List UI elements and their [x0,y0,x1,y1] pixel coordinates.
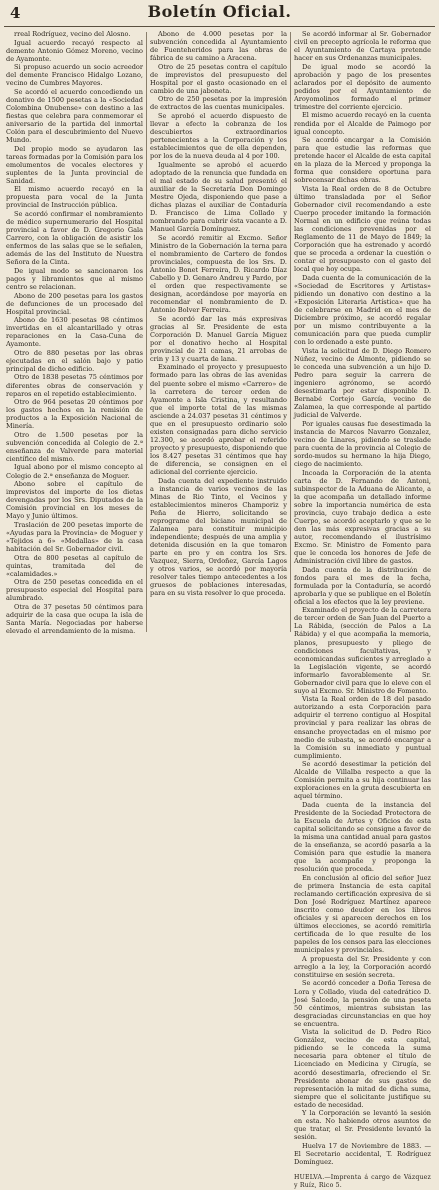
paragraph: Si propuso acuerdo un socio acreedor del demente Francisco Hidalgo Lozano, vecino de Cumbres Mayores. [6,63,143,88]
paragraph: En conclusión al oficio del señor Juez de primera Instancia de esta capital reclamando certificación expresiva de si Don José Rodríguez Martínez aparece inscrito como deudor en los libros oficiales y si aparecen derechos en los últimos elecciones, se acordó remitirla certificada de lo que resulte de los papeles de los censos para las elecciones municipales y provinciales. [294,873,431,955]
paragraph: Dada cuenta de la comunicación de la «Sociedad de Escritores y Artistas» pidiendo un donativo con destino a la «Exposición Literaria Artística» que ha de celebrarse en Madrid en el mes de Diciembre próximo, se acordó regalar por un mismo contribuyente a la comunicación para que pueda cumplir con lo ordenado a este punto. [294,273,431,347]
paragraph: Examinado el proyecto de la carretera de tercer orden de San Juan del Puerto a La Rábida, (sección de Palos a La Rábida) y el que acompaña la memoria, planos, presupuesto y pliego de condiciones facultativas, y economicandas suficientes y arreglado a la Legislación vigente, se acordó informarlo favorablemente al Sr. Gobernador civil para que lo eleve con el suyo al Excmo. Sr. Ministro de Fomento. [294,606,431,695]
paragraph: Vista la solicitud de D. Pedro Rico González, vecino de esta capital, pidiendo se le conceda la suma necesaria para obtener el título de Licenciado en Medicina y Cirugía, se acordó desestimarla, ofreciendo el Sr. Presidente abonar de sus gastos de representación la mitad de dicha suma, siempre que el solicitante justifique su estado de necesidad. [294,1028,431,1109]
page-number: 4 [10,4,21,22]
paragraph: Del propio modo se ayudaron las tareas formadas por la Comisión para los emolumentos de vocales electores y suplentes de la Junta provincial de Sanidad. [6,144,143,185]
paragraph: Dada cuenta del expediente instruido a instancia de varios vecinos de las Minas de Rio Tinto, el Vecinos y establecimientos mineros Champoriz y Peña de Hierro, solicitando se reprograme del biciano municipal de Zalamea para constituir municipio independiente; después de una amplia y detenida discusión en la que tomaron parte en pro y en contra los Srs. Vazquez, Sierra, Ordoñez, García Lagos y otros varios, se acordó por mayoría resolver tales tiempo antecedentes a los gruesos de poblaciones interesadas, para en su vista resolver lo que proceda. [150,476,287,598]
paragraph: Otro de 1.500 pesetas por la subvención concedida al Colegio de 2.ª enseñanza de Valverde para material científico del mismo. [6,430,143,463]
column-2 [150,30,287,634]
paragraph: Otro de 880 pesetas por las obras ejecutadas en el salón bajo y patio principal de dicho edificio. [6,348,143,373]
paragraph: Abono de 4.000 pesetas por la subvención concedida al Ayuntamiento de Fuenteheridos para las obras de fábrica de su camino a Aracena. [150,30,287,63]
paragraph: Otro de 1838 pesetas 75 céntimos por diferentes obras de conservación y reparos en el repetido establecimiento. [6,373,143,398]
paragraph: Abono sobre el capítulo de imprevistos del importe de los dietas devengadas por los Srs. Diputados de la Comisión provincial en los meses de Mayo y Junio últimos. [6,480,143,521]
paragraph: Por iguales causas fue desestimada la instancia de Marcos Navarro Gonzalez, vecino de Linares, pidiendo se traslade para cuenta de la provincia al Colegio de sordo-mudos su hermano la hija Diego, ciego de nacimiento. [294,419,431,468]
paragraph: Se acordó confirmar el nombramiento de médico supernumerario del Hospital provincial a favor de D. Gregorio Gala Carrero, con la obligación de asistir los enfermos de las salas que se le señalen, además de las del Instituto de Nuestra Señora de la Cinta. [6,210,143,267]
column-1 [6,30,143,634]
paragraph: Vista la Real orden de 8 de Octubre último transladada por el Señor Gobernador civil recomendando a este Cuerpo proceder imitando la formación Normal en un edificio que reúna todas las condiciones prevenidas por el Reglamento de 11 de Mayo de 1849; la Corporación que ha estrenado y acordó que se proceda a ordenar la cuestión o contar el presupuesto con el gasto del local que hoy ocupa. [294,184,431,274]
paragraph: Incoada la Corporación de la atenta carta de D. Fernando de Antoni, subinspector de la Aduana de Alicante, a la que acompaña un detallado informe sobre la importancia numérica de esta provincia, cuyo trabajo dedica a este Cuerpo, se acordó aceptarlo y que se le den las más expresivas gracias a su autor, recomendando el ilustrísimo Excmo. Sr. Ministro de Fomento para que le conceda los honores de Jefe de Administración civil libre de gastos. [294,468,431,566]
paragraph: Se aprobó el acuerdo dispuesto de llevar a efecto la cobranza de los descubiertos extraordinarios pertenecientes a la Corporación y los establecimientos que de ella dependen, por los de la nueva deuda al 4 por 100. [150,111,287,161]
printer-imprint: HUELVA.—Imprenta á cargo de Vázquez y Ruíz, Rico 5. [294,1174,431,1190]
paragraph: Vista la solicitud de D. Diego Romero Núñez, vecino de Almonte, pidiendo se le conceda una subvención a un hijo D. Pedro para seguir la carrera de ingeniero agrónomo, se acordó desestimarla por estar disponible D. Bernabé Cortejo García, vecino de Zalamea, la que corresponde al partido judicial de Valverde. [294,346,431,420]
paragraph: Otro de 964 pesetas 20 céntimos por los gastos hechos en la remisión de productos a la Exposición Nacional de Minería. [6,398,143,431]
paragraph: Igualmente se aprobó el acuerdo adoptado de la renuncia que fundada en el mal estado de su salud presentó el auxiliar de la Secretaría Don Domingo Mestre Ojeda, disponiendo que pase a dichas plazas el auxiliar de Contaduría D. Francisco de Lima Collado y nombrando para cubrir ésta vacante a D. Manuel García Domínguez. [150,160,287,234]
paragraph: Se acordó informar al Sr. Gobernador civil en precepto agrícola le reforma que el Ayuntamiento de Cartaya pretende hacer en sus Ordenanzas municipales. [294,30,431,63]
paragraph: A propuesta del Sr. Presidente y con arreglo a la ley, la Corporación acordó constituirse en sesión secreta. [294,954,431,979]
paragraph: Otro de 25 pesetas contra el capítulo de imprevistos del presupuesto del Hospital por el gasto ocasionado en el cambio de una jaboneta. [150,62,287,95]
paragraph: Vista la Real orden de 18 del pasado autorizando a esta Corporación para adquirir el terreno contiguo al Hospital provincial y para realizar las obras de ensanche proyectadas en el mismo por medio de subasta, se acordó encargar a la Comisión su inmediato y puntual cumplimiento. [294,695,431,760]
paragraph: El mismo acuerdo recayó en la propuesta para vocal de la Junta provincial de Instrucción pública. [6,185,143,210]
paragraph: De igual modo se sancionaron los pagos y libramientos que al mismo centro se relacionan. [6,266,143,291]
paragraph: Examinado el proyecto y presupuesto formado para las obras de las avenidas del puente sobre el mismo «Carrero» de la carretera de tercer orden de Ayamonte a Isla Cristina, y resultando que el importe total de las mismas asciende a 24.037 pesetas 31 céntimos y que en el presupuesto ordinario solo existen consignadas para dicho servicio 12.300, se acordó aprobar el referido proyecto y presupuesto, disponiendo que los 8.427 pesetas 31 céntimos que hay de diferencia, se consignen en el adicional del corriente ejercicio. [150,363,287,477]
paragraph: Otra de 37 pesetas 50 céntimos para adquirir de la casa que ocupa la isla de Santa María. Negociadas por haberse elevado el arrendamiento de la misma. [6,602,143,635]
paragraph: Se acordó dar las más expresivas gracias al Sr. Presidente de esta Corporación D. Manuel García Miguez por el donativo hecho al Hospital provincial de 21 camas, 21 arrobas de crin y 13 y cuarta de lana. [150,314,287,363]
paragraph: Y la Corporación se levantó la sesión en esta. No habiendo otros asuntos de que tratar, el Sr. Presidente levantó la sesión. [294,1109,431,1142]
paragraph: Se acordó conceder a Doña Teresa de Lora y Collado, viuda del catedrático D. José Salcedo, la pensión de una peseta 50 céntimos, mientras subsistan las desgraciadas circunstancias en que hoy se encuentra. [294,979,431,1028]
page-header [4,0,435,27]
column-divider [146,32,147,632]
paragraph: Dada cuenta de la distribución de fondos para el mes de la fecha, formulada por la Contaduría, se acordó aprobarla y que se publique en el Boletín oficial a los efectos que la ley previene. [294,565,431,606]
paragraph: Abono de 200 pesetas para los gastos de defunciones de un procesado del Hospital provincial. [6,291,143,316]
paragraph: El mismo acuerdo recayó en la cuenta rendida por el Alcalde de Paimogo por igual concepto. [294,111,431,136]
paragraph: Se acordó desestimar la petición del Alcalde de Villalba respecto a que la Comisión permita a su hija continuar las exploraciones en la gruta descubierta en aquel término. [294,760,431,801]
paragraph: Dada cuenta de la instancia del Presidente de la Sociedad Protectora de la Escuela de Artes y Oficios de esta capital solicitando se consigne a favor de la misma una cantidad anual para gastos de la enseñanza, se acordó pasarla a la Comisión para que estudie la manera que la acompañe y proponga la resolución que proceda. [294,800,431,874]
paragraph: Traslación de 200 pesetas importe de «Ayudas para la Provincia» de Moguer y «Tejidos a 6» «Medallas» de la casa habitación del Sr. Gobernador civil. [6,520,143,553]
paragraph: Se acordó el acuerdo concediendo un donativo de 1500 pesetas a la «Sociedad Colombina Onubense» con destino a las fiestas que celebra para conmemorar el aniversario de la partida del inmortal Colón para el descubrimiento del Nuevo Mundo. [6,87,143,145]
text-columns [4,30,435,1190]
paragraph: Huelva 17 de Noviembre de 1883. —El Secretario accidental, T. Rodríguez Domínguez. [294,1141,431,1167]
paragraph: Otra de 250 pesetas concedida en el presupuesto especial del Hospital para alumbrado. [6,578,143,603]
publication-title: Boletín Oficial. [147,2,292,21]
paragraph: Igual abono por el mismo concepto al Colegio de 2.ª enseñanza de Moguer. [6,463,143,480]
column-3 [294,30,431,1190]
paragraph: rreal Rodríguez, vecino del Alosno. [14,30,131,38]
paragraph: Se acordó encargar a la Comisión para que estudie las reformas que pretende hacer el Alcalde de esta capital en la plaza de la Merced y proponga la forma que considere oportuna para sobrecensar dichas obras. [294,136,431,185]
paragraph: Igual acuerdo recayó respecto al demente Antonio Gómez Moreno, vecino de Ayamonte. [6,38,143,63]
paragraph: Abono de 1630 pesetas 98 céntimos invertidas en el alcantarillado y otras reparaciones en la Casa-Cuna de Ayamonte. [6,316,143,349]
column-divider [290,32,291,632]
paragraph: Otra de 800 pesetas al capítulo de quintas, tramitada del de «calamidades.» [6,553,143,578]
paragraph: Se acordó remitir al Excmo. Señor Ministro de la Gobernación la terna para el nombramiento de Cartero de fondos provinciales, compuesta de los Srs. D. Antonio Bonet Ferreira, D. Ricardo Díaz Cabello y D. Genaro Andreu y Pardo, por el orden que respectivamente se designan, acordándose por mayoría en recomendar el nombramiento de D. Antonio Bolver Ferreira. [150,233,287,315]
paragraph: Otro de 250 pesetas por la impresión de extractos de las cuentas municipales. [150,95,287,112]
paragraph: De igual modo se acordó la aprobación y pago de los presentes aclarados por el depósito de aumento pedidos por el Ayuntamiento de Aroyomolinos formado el primer trimestre del corriente ejercicio. [294,62,431,111]
